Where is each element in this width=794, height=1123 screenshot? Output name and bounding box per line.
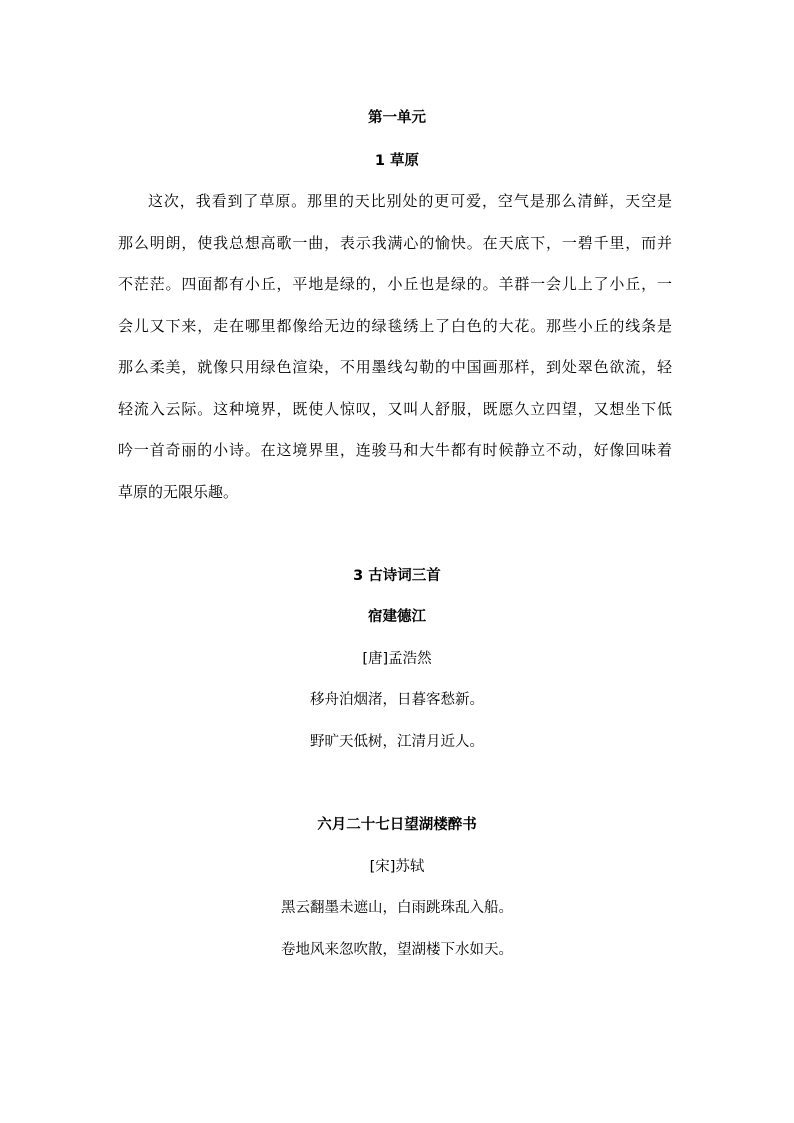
- paragraph-line: 那么柔美，就像只用绿色渲染，不用墨线勾勒的中国画那样，到处翠色欲流，轻: [118, 358, 672, 376]
- lesson-1-title: 1 草原: [374, 153, 420, 169]
- poem-2-author: [宋]苏轼: [369, 859, 425, 875]
- poem-2-title: 六月二十七日望湖楼醉书: [317, 817, 477, 833]
- poem-2-line: 卷地风来忽吹散，望湖楼下水如天。: [281, 942, 513, 958]
- poem-1-line: 移舟泊烟渚，日暮客愁新。: [310, 692, 484, 708]
- paragraph-line: 不茫茫。四面都有小丘，平地是绿的，小丘也是绿的。羊群一会儿上了小丘，一: [118, 275, 672, 293]
- paragraph-line: 这次，我看到了草原。那里的天比别处的更可爱，空气是那么清鲜，天空是: [148, 192, 672, 210]
- poem-1-title: 宿建德江: [368, 609, 426, 625]
- paragraph-line: 会儿又下来，走在哪里都像给无边的绿毯绣上了白色的大花。那些小丘的线条是: [118, 317, 672, 335]
- paragraph-line: 吟一首奇丽的小诗。在这境界里，连骏马和大牛都有时候静立不动，好像回味着: [118, 441, 672, 459]
- poem-1-line: 野旷天低树，江清月近人。: [310, 734, 484, 750]
- paragraph-line: 轻流入云际。这种境界，既使人惊叹，又叫人舒服，既愿久立四望，又想坐下低: [118, 400, 672, 418]
- poem-1-author: [唐]孟浩然: [362, 651, 432, 667]
- lesson-3-title: 3 古诗词三首: [353, 568, 441, 584]
- paragraph-line: 草原的无限乐趣。: [118, 483, 239, 501]
- unit-heading: 第一单元: [368, 110, 426, 126]
- poem-2-line: 黑云翻墨未遮山，白雨跳珠乱入船。: [281, 900, 513, 916]
- paragraph-line: 那么明朗，使我总想高歌一曲，表示我满心的愉快。在天底下，一碧千里，而并: [118, 234, 672, 252]
